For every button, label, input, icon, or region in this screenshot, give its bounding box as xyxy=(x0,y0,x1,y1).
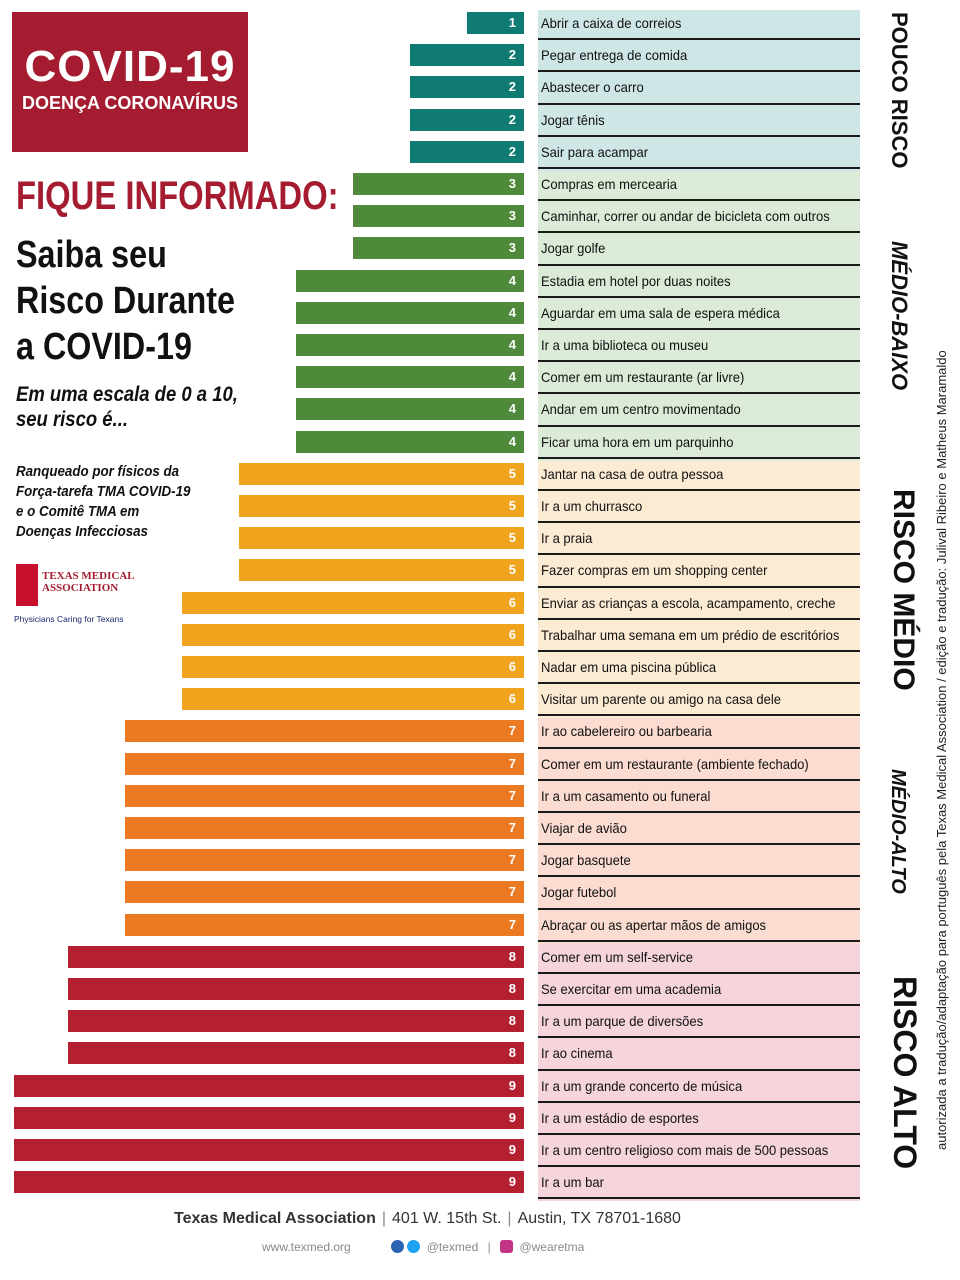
row-divider xyxy=(538,328,860,330)
scale-note xyxy=(16,382,245,432)
activity-label: Jogar futebol xyxy=(541,884,617,901)
row-divider xyxy=(538,940,860,942)
risk-bar xyxy=(182,688,524,710)
row-divider xyxy=(538,1004,860,1006)
footer-links: www.texmed.org @texmed | @wearetma xyxy=(262,1240,585,1254)
risk-value-label: 6 xyxy=(508,659,516,674)
risk-value-label: 9 xyxy=(508,1142,516,1157)
risk-bar xyxy=(68,946,524,968)
category-label: MÉDIO-ALTO xyxy=(887,768,909,894)
risk-bar xyxy=(296,366,524,388)
row-divider xyxy=(538,1133,860,1135)
activity-label: Ir a um estádio de esportes xyxy=(541,1109,699,1126)
risk-bar xyxy=(353,205,524,227)
activity-label: Aguardar em uma sala de espera médica xyxy=(541,304,780,321)
risk-value-label: 6 xyxy=(508,691,516,707)
risk-value-label: 8 xyxy=(508,981,516,996)
activity-label: Jantar na casa de outra pessoa xyxy=(541,465,724,482)
row-divider xyxy=(538,972,860,974)
row-divider xyxy=(538,682,860,684)
ranked-note-line: e o Comitê TMA em xyxy=(16,504,140,520)
risk-bar xyxy=(68,1042,524,1064)
row-divider xyxy=(538,296,860,298)
tma-logo-name-line: ASSOCIATION xyxy=(42,582,119,594)
row-divider xyxy=(538,135,860,137)
row-divider xyxy=(538,1165,860,1167)
risk-value-label: 6 xyxy=(508,594,516,610)
risk-bar xyxy=(239,527,524,549)
covid-badge xyxy=(12,12,248,152)
activity-label: Comer em um restaurante (ambiente fechado) xyxy=(541,755,809,772)
risk-value-label: 4 xyxy=(508,369,516,385)
footer-address-street: 401 W. 15th St. xyxy=(392,1210,502,1227)
scale-note-line: Em uma escala de 0 a 10, xyxy=(16,383,238,406)
activity-label: Pegar entrega de comida xyxy=(541,47,688,64)
ranked-note-line: Ranqueado por físicos da xyxy=(16,464,180,480)
row-divider xyxy=(538,457,860,459)
risk-bar xyxy=(68,1010,524,1032)
risk-value-label: 7 xyxy=(508,723,516,739)
risk-value-label: 5 xyxy=(508,562,516,578)
footer-website[interactable]: www.texmed.org xyxy=(262,1240,351,1254)
badge-title: COVID-19 xyxy=(24,42,236,91)
activity-label: Abastecer o carro xyxy=(541,79,644,96)
row-divider xyxy=(538,618,860,620)
activity-label: Abrir a caixa de correios xyxy=(541,15,682,31)
subhead-line: Risco Durante xyxy=(16,280,235,322)
row-divider xyxy=(538,908,860,910)
facebook-icon[interactable] xyxy=(391,1240,404,1253)
footer-address-city: Austin, TX 78701-1680 xyxy=(517,1210,681,1227)
row-divider xyxy=(538,650,860,652)
row-divider xyxy=(538,811,860,813)
risk-bar xyxy=(182,656,524,678)
risk-value-label: 7 xyxy=(508,787,516,803)
activity-label: Ir a um casamento ou funeral xyxy=(541,787,711,804)
risk-value-label: 7 xyxy=(508,820,516,835)
footer-address: Texas Medical Association | 401 W. 15th St. | Austin, TX 78701-1680 xyxy=(174,1210,681,1227)
activity-label: Enviar as crianças a escola, acampamento, creche xyxy=(541,594,836,611)
instagram-icon[interactable] xyxy=(500,1240,513,1253)
category-label: RISCO ALTO xyxy=(887,976,923,1170)
activity-label: Jogar basquete xyxy=(541,852,631,869)
risk-bar xyxy=(353,237,524,259)
risk-bar xyxy=(239,495,524,517)
activity-label: Nadar em uma piscina pública xyxy=(541,659,717,675)
risk-bar xyxy=(125,849,524,871)
activity-label: Comer em um self-service xyxy=(541,948,693,965)
risk-value-label: 2 xyxy=(508,111,516,127)
activity-label: Jogar tênis xyxy=(541,111,605,128)
category-label: MÉDIO-BAIXO xyxy=(887,241,912,391)
risk-value-label: 4 xyxy=(508,401,516,417)
twitter-icon[interactable] xyxy=(407,1240,420,1253)
risk-value-label: 7 xyxy=(508,755,516,771)
risk-bar xyxy=(239,559,524,581)
risk-bar xyxy=(296,302,524,324)
risk-value-label: 5 xyxy=(508,465,516,481)
row-divider xyxy=(538,231,860,233)
ranked-note xyxy=(16,462,200,542)
risk-bar xyxy=(125,753,524,775)
activity-label: Ir ao cinema xyxy=(541,1045,613,1062)
risk-bar xyxy=(125,817,524,839)
tma-logo-name-line: TEXAS MEDICAL xyxy=(42,570,135,582)
activity-label: Viajar de avião xyxy=(541,820,627,836)
risk-value-label: 2 xyxy=(508,143,516,159)
risk-value-label: 6 xyxy=(508,626,516,642)
row-divider xyxy=(538,714,860,716)
risk-value-label: 7 xyxy=(508,852,516,868)
row-divider xyxy=(538,1069,860,1071)
row-divider xyxy=(538,521,860,523)
footer-twitter[interactable]: @texmed xyxy=(426,1240,479,1254)
risk-value-label: 4 xyxy=(508,272,516,288)
activity-label: Trabalhar uma semana em um prédio de escritórios xyxy=(541,626,840,643)
row-divider xyxy=(538,1197,860,1199)
risk-bar xyxy=(296,270,524,292)
headline: FIQUE INFORMADO: xyxy=(16,174,339,218)
activity-label: Abraçar ou as apertar mãos de amigos xyxy=(541,916,767,933)
risk-bar xyxy=(182,592,524,614)
risk-bar xyxy=(14,1075,524,1097)
risk-value-label: 5 xyxy=(508,530,516,546)
risk-bar xyxy=(239,463,524,485)
row-divider xyxy=(538,1101,860,1103)
risk-value-label: 2 xyxy=(508,47,516,63)
activity-label: Ir a um bar xyxy=(541,1174,604,1191)
risk-bar xyxy=(14,1107,524,1129)
activity-label: Compras em mercearia xyxy=(541,176,678,192)
footer-instagram[interactable]: @wearetma xyxy=(519,1240,585,1254)
row-divider xyxy=(538,264,860,266)
activity-label: Caminhar, correr ou andar de bicicleta com outros xyxy=(541,208,830,225)
risk-value-label: 5 xyxy=(508,498,516,513)
risk-value-label: 1 xyxy=(508,15,516,30)
risk-bar xyxy=(14,1139,524,1161)
row-divider xyxy=(538,70,860,72)
row-divider xyxy=(538,586,860,588)
category-label: POUCO RISCO xyxy=(887,12,912,169)
risk-bar xyxy=(14,1171,524,1193)
activity-label: Comer em um restaurante (ar livre) xyxy=(541,369,745,386)
activity-label: Jogar golfe xyxy=(541,240,606,257)
tma-logo xyxy=(14,562,164,630)
activity-label: Ficar uma hora em um parquinho xyxy=(541,433,734,450)
risk-value-label: 9 xyxy=(508,1174,516,1190)
scale-note-line: seu risco é... xyxy=(16,408,128,431)
activity-label: Ir a um parque de diversões xyxy=(541,1013,704,1030)
risk-bar xyxy=(125,785,524,807)
row-divider xyxy=(538,103,860,105)
risk-value-label: 4 xyxy=(508,337,516,352)
ranked-note-line: Doenças Infecciosas xyxy=(16,524,148,540)
row-divider xyxy=(538,875,860,877)
row-divider xyxy=(538,553,860,555)
tma-logo-name xyxy=(42,570,152,594)
row-divider xyxy=(538,199,860,201)
risk-value-label: 8 xyxy=(508,1045,516,1061)
subhead-line: a COVID-19 xyxy=(16,326,192,368)
risk-bar xyxy=(125,914,524,936)
risk-bar xyxy=(410,44,524,66)
risk-value-label: 4 xyxy=(508,304,516,320)
risk-value-label: 2 xyxy=(508,79,516,95)
row-divider xyxy=(538,360,860,362)
footer-org: Texas Medical Association xyxy=(174,1210,376,1227)
risk-value-label: 8 xyxy=(508,948,516,964)
subhead xyxy=(16,232,271,370)
risk-bar xyxy=(467,12,524,34)
translation-credit: autorizada a tradução/adaptação para português pela Texas Medical Association / edição e tradução: Julival Ribeiro e Matheus Maramaldo xyxy=(934,350,949,1150)
row-divider xyxy=(538,38,860,40)
activity-label: Ir a praia xyxy=(541,530,593,547)
activity-label: Se exercitar em uma academia xyxy=(541,981,722,997)
activity-label: Fazer compras em um shopping center xyxy=(541,562,768,579)
row-divider xyxy=(538,1036,860,1038)
risk-bar xyxy=(353,173,524,195)
category-label: RISCO MÉDIO xyxy=(887,488,920,691)
risk-value-label: 7 xyxy=(508,916,516,932)
row-divider xyxy=(538,779,860,781)
risk-bar xyxy=(296,334,524,356)
row-divider xyxy=(538,392,860,394)
activity-label: Estadia em hotel por duas noites xyxy=(541,272,731,289)
row-divider xyxy=(538,747,860,749)
activity-label: Ir ao cabelereiro ou barbearia xyxy=(541,723,712,740)
activity-label: Ir a um churrasco xyxy=(541,498,643,514)
risk-value-label: 3 xyxy=(508,176,516,191)
row-divider xyxy=(538,843,860,845)
risk-bar xyxy=(410,76,524,98)
risk-bar xyxy=(182,624,524,646)
activity-label: Andar em um centro movimentado xyxy=(541,401,741,418)
risk-value-label: 8 xyxy=(508,1013,516,1029)
activity-label: Ir a uma biblioteca ou museu xyxy=(541,337,709,353)
activity-label: Visitar um parente ou amigo na casa dele xyxy=(541,691,782,708)
ranked-note-line: Força-tarefa TMA COVID-19 xyxy=(16,484,191,500)
risk-value-label: 3 xyxy=(508,208,516,224)
risk-bar xyxy=(410,109,524,131)
risk-bar xyxy=(296,398,524,420)
row-divider xyxy=(538,489,860,491)
badge-subtitle: DOENÇA CORONAVÍRUS xyxy=(21,93,238,113)
risk-bar xyxy=(410,141,524,163)
row-divider xyxy=(538,425,860,427)
risk-value-label: 7 xyxy=(508,884,516,900)
subhead-line: Saiba seu xyxy=(16,234,167,276)
risk-bar xyxy=(296,431,524,453)
activity-label: Ir a um grande concerto de música xyxy=(541,1077,743,1094)
risk-bar xyxy=(68,978,524,1000)
risk-value-label: 3 xyxy=(508,240,516,256)
risk-value-label: 9 xyxy=(508,1109,516,1125)
risk-value-label: 4 xyxy=(508,433,516,449)
activity-label: Sair para acampar xyxy=(541,143,649,160)
activity-label: Ir a um centro religioso com mais de 500 pessoas xyxy=(541,1142,829,1158)
risk-value-label: 9 xyxy=(508,1077,516,1093)
tma-logo-tagline: Physicians Caring for Texans xyxy=(14,614,124,624)
risk-bar xyxy=(125,881,524,903)
risk-bar xyxy=(125,720,524,742)
texas-shape-icon xyxy=(16,564,38,606)
row-divider xyxy=(538,167,860,169)
